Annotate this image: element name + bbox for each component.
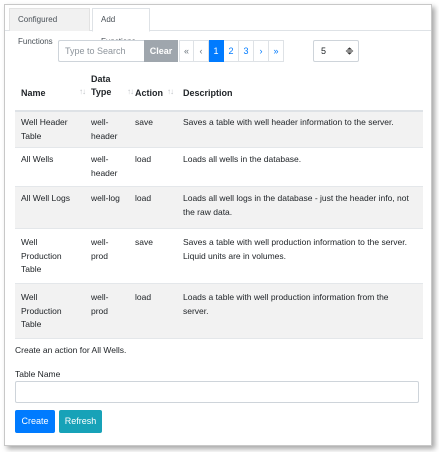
cell-description: Saves a table with well header information to the server.	[183, 117, 394, 127]
create-action-prompt: Create an action for All Wells.	[15, 345, 127, 355]
cell-data-type: well-header	[91, 154, 118, 178]
cell-description: Loads a table with well production information from the server.	[183, 292, 389, 316]
add-functions-panel	[4, 4, 432, 446]
cell-description: Saves a table with well production information to the server. Liquid units are in volumes.	[183, 237, 407, 261]
table-row[interactable]	[15, 284, 423, 339]
previous-page-button[interactable]: ‹	[194, 40, 209, 62]
tab-add-functions[interactable]: Add	[92, 8, 150, 32]
page-2-button[interactable]: 2	[224, 40, 239, 62]
functions-table	[15, 67, 423, 339]
cell-action: load	[135, 193, 152, 203]
next-page-button[interactable]: ›	[254, 40, 269, 62]
column-header-data-type[interactable]: Data Type	[91, 74, 112, 97]
table-row[interactable]	[15, 229, 423, 284]
search-input[interactable]	[58, 40, 144, 62]
cell-description: Loads all wells in the database.	[183, 154, 302, 164]
table-row[interactable]	[15, 187, 423, 229]
cell-name: Well Production Table	[21, 237, 62, 274]
first-page-button[interactable]: «	[179, 40, 194, 62]
tab-bar	[5, 5, 431, 46]
cell-name: Well Production Table	[21, 292, 62, 329]
select-arrows-icon	[345, 46, 354, 56]
refresh-button[interactable]: Refresh	[59, 410, 102, 433]
pagination	[179, 40, 284, 62]
sort-icon[interactable]: ↑↓	[127, 87, 133, 96]
table-name-input[interactable]	[15, 381, 419, 403]
cell-name: All Well Logs	[21, 193, 70, 203]
cell-data-type: well-prod	[91, 292, 109, 316]
sort-icon[interactable]: ↑↓	[167, 87, 173, 96]
clear-button[interactable]: Clear	[144, 40, 178, 62]
cell-data-type: well-prod	[91, 237, 109, 261]
cell-data-type: well-header	[91, 117, 118, 141]
cell-action: save	[135, 117, 153, 127]
cell-description: Loads all well logs in the database - just the header info, not the raw data.	[183, 193, 409, 217]
cell-data-type: well-log	[91, 193, 120, 203]
create-button[interactable]: Create	[15, 410, 55, 433]
table-name-label: Table Name	[15, 369, 61, 379]
column-header-name[interactable]: Name	[21, 88, 46, 98]
table-toolbar	[58, 40, 358, 62]
cell-action: load	[135, 292, 152, 302]
last-page-button[interactable]: »	[269, 40, 284, 62]
table-header	[15, 67, 423, 112]
page-size-value: 5	[321, 46, 327, 56]
page-1-button[interactable]: 1	[209, 40, 224, 62]
cell-name: All Wells	[21, 154, 54, 164]
table-row[interactable]	[15, 148, 423, 187]
column-header-description[interactable]: Description	[183, 88, 233, 98]
table-row[interactable]	[15, 112, 423, 148]
tab-configured-functions[interactable]: Configured Functions	[9, 8, 90, 31]
cell-action: load	[135, 154, 152, 164]
cell-action: save	[135, 237, 153, 247]
page-3-button[interactable]: 3	[239, 40, 254, 62]
column-header-action[interactable]: Action	[135, 88, 163, 98]
sort-icon[interactable]: ↑↓	[79, 87, 85, 96]
page-size-select[interactable]	[313, 40, 359, 62]
cell-name: Well Header Table	[21, 117, 68, 141]
